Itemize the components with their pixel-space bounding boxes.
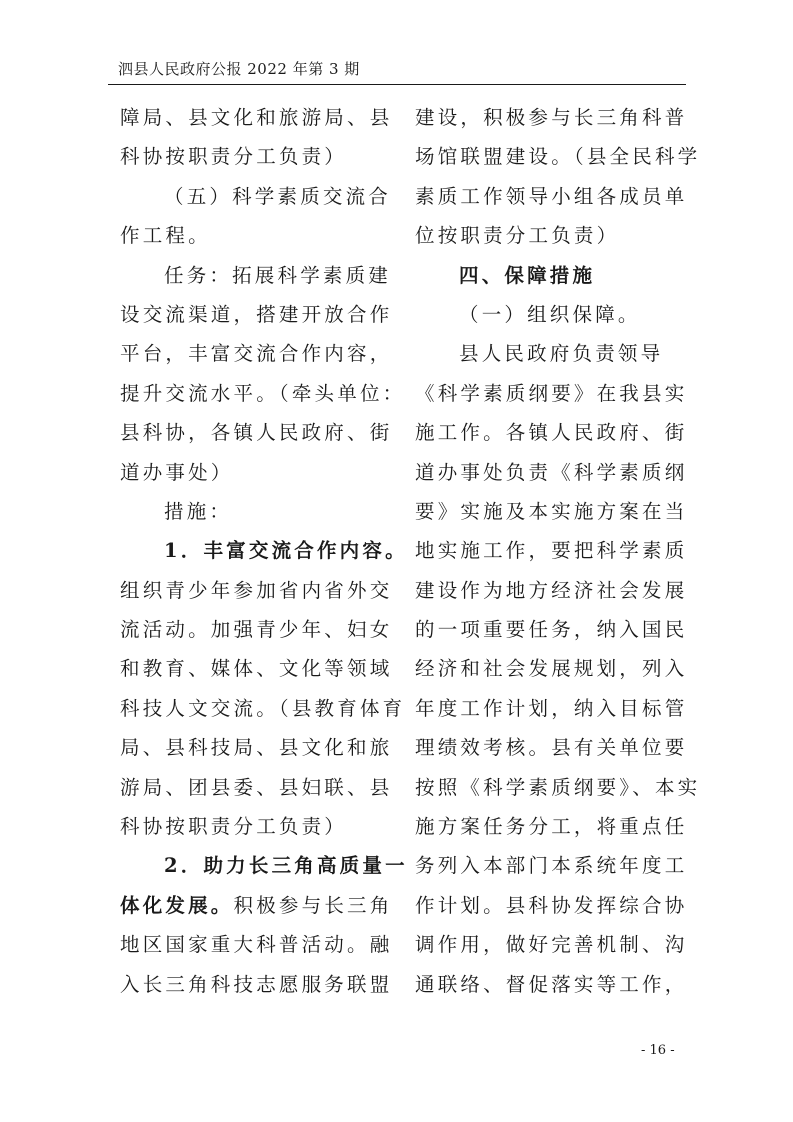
text-line: 组织青少年参加省内省外交 — [120, 578, 393, 602]
text-line: 施工作。各镇人民政府、街 — [415, 421, 688, 445]
text-line: 建设，积极参与长三角科普 — [415, 106, 688, 129]
text-line: 县科协，各镇人民政府、街 — [120, 421, 393, 445]
page-number: - 16 - — [641, 1043, 675, 1058]
publication-title: 泗县人民政府公报 2022 年第 3 期 — [118, 60, 360, 78]
text-line: 地区国家重大科普活动。融 — [120, 933, 393, 957]
text-line: 经济和社会发展规划，列入 — [415, 657, 688, 681]
text-line: 平台，丰富交流合作内容， — [120, 342, 393, 366]
text-line: 通联络、督促落实等工作， — [415, 972, 688, 996]
text-line: 科技人文交流。（县教育体育 — [120, 696, 406, 720]
text-line: 游局、团县委、县妇联、县 — [120, 775, 393, 799]
measure-heading-2-cont: 体化发展。 — [120, 893, 234, 917]
text-line: 设交流渠道，搭建开放合作 — [120, 302, 393, 326]
text-line: 局、县科技局、县文化和旅 — [120, 736, 393, 760]
measure-heading-1: 1．丰富交流合作内容。 — [164, 539, 408, 563]
section-heading: （一）组织保障。 — [459, 302, 641, 326]
text-line: 作计划。县科协发挥综合协 — [415, 893, 688, 917]
chapter-heading: 四、保障措施 — [459, 263, 596, 287]
text-line: 要》实施及本实施方案在当 — [415, 499, 688, 523]
text-line: 素质工作领导小组各成员单 — [415, 184, 688, 208]
text-line: 提升交流水平。（牵头单位： — [120, 381, 406, 405]
text-line: 入长三角科技志愿服务联盟 — [120, 972, 393, 996]
text-line: 道办事处负责《科学素质纲 — [415, 460, 688, 484]
text-line: 年度工作计划，纳入目标管 — [415, 696, 688, 720]
text-line: 位按职责分工负责） — [415, 224, 620, 248]
text-line: 任务：拓展科学素质建 — [164, 263, 392, 287]
section-heading-cont: 作工程。 — [120, 224, 211, 248]
measures-label: 措施： — [164, 499, 233, 523]
text-line: 县人民政府负责领导 — [459, 342, 664, 366]
text-line: 科协按职责分工负责） — [120, 145, 348, 169]
text-line: 务列入本部门本系统年度工 — [415, 854, 688, 878]
text-line: 按照《科学素质纲要》、本实 — [415, 775, 701, 799]
left-column — [120, 98, 408, 1004]
section-heading: （五）科学素质交流合 — [164, 184, 392, 208]
text-line: 流活动。加强青少年、妇女 — [120, 618, 393, 642]
text-line: 调作用，做好完善机制、沟 — [415, 933, 688, 957]
text-line — [120, 886, 393, 925]
text-line: 道办事处） — [120, 460, 234, 484]
measure-heading-2: 2．助力长三角高质量一 — [164, 854, 408, 878]
text-line: 地实施工作，要把科学素质 — [415, 539, 688, 563]
text-line: 障局、县文化和旅游局、县 — [120, 106, 393, 129]
text-line: 的一项重要任务，纳入国民 — [415, 618, 688, 642]
text-line: 理绩效考核。县有关单位要 — [415, 736, 688, 760]
text-line-rest: 积极参与长三角 — [233, 893, 393, 917]
text-line: 科协按职责分工负责） — [120, 815, 348, 839]
text-line: 施方案任务分工，将重点任 — [415, 815, 688, 839]
text-line: 场馆联盟建设。（县全民科学 — [415, 145, 701, 169]
text-line: 《科学素质纲要》在我县实 — [415, 381, 688, 405]
text-line: 和教育、媒体、文化等领域 — [120, 657, 393, 681]
text-line: 建设作为地方经济社会发展 — [415, 578, 688, 602]
header-divider — [108, 84, 686, 85]
right-column — [415, 98, 701, 1004]
